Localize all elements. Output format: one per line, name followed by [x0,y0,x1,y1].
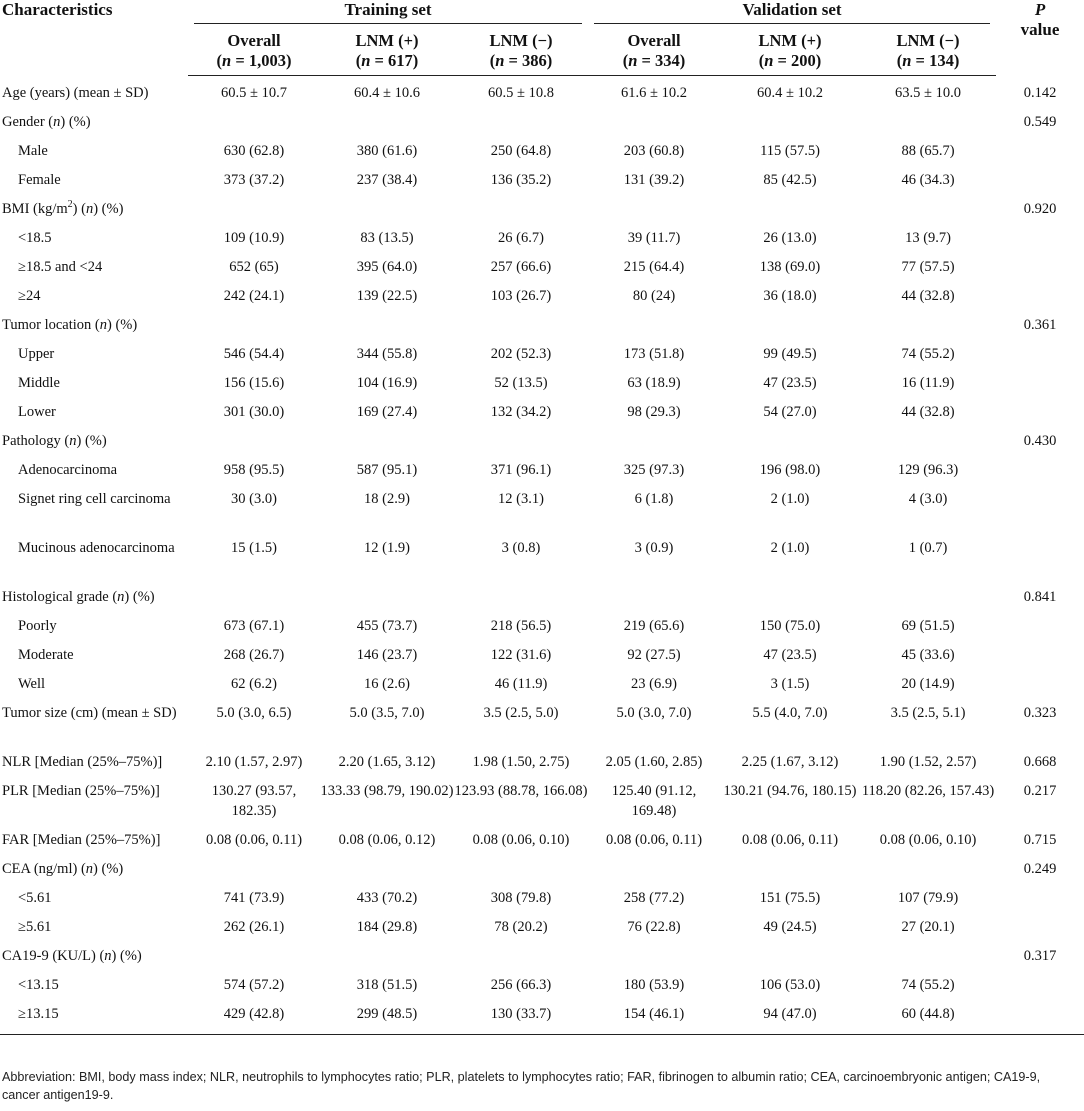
cell-value: 429 (42.8) [188,1004,320,1035]
cell-value: 12 (1.9) [364,540,410,556]
header-p-word: value [1020,20,1060,39]
cell-value: 74 (55.2) [901,346,955,362]
table-row [0,402,1084,431]
cell-value: 98 (29.3) [627,404,681,420]
cell-p-value [996,489,1084,538]
cell-value: 6 (1.8) [634,491,674,507]
cell-value: 3 (0.9) [634,540,674,556]
cell-value: 3 (1.5) [770,676,810,692]
cell-value: 83 (13.5) [360,230,414,246]
row-label: Female [18,172,61,188]
cell-value [454,315,588,344]
cell-value: 122 (31.6) [490,647,552,663]
cell-value: 301 (30.0) [223,404,285,420]
cell-value: 5.0 (3.0, 6.5) [216,705,292,721]
cell-value [860,112,996,141]
table-row [0,1004,1084,1035]
cell-value [588,199,720,228]
cell-value: 13 (9.7) [905,230,951,246]
cell-value [588,431,720,460]
header-subgroup-count: (n = 617) [355,51,419,70]
cell-value [320,199,454,228]
cell-value: 371 (96.1) [490,462,552,478]
cell-value: 1 (0.7) [908,540,948,556]
cell-value [720,112,860,141]
cell-value [588,587,720,616]
cell-p-value: 0.323 [1023,705,1057,721]
cell-value [188,112,320,141]
header-subgroup-count: (n = 334) [622,51,686,70]
cell-value: 1.98 (1.50, 2.75) [472,754,570,770]
cell-value: 74 (55.2) [901,977,955,993]
cell-value [454,859,588,888]
table-row [0,489,1084,538]
cell-value: 433 (70.2) [356,890,418,906]
cell-value: 45 (33.6) [901,647,955,663]
table-row [0,460,1084,489]
cell-value: 258 (77.2) [623,890,685,906]
cell-value: 104 (16.9) [356,375,418,391]
cell-value: 3 (0.8) [501,540,541,556]
cell-value: 92 (27.5) [627,647,681,663]
cell-value: 203 (60.8) [623,143,685,159]
cell-p-value: 0.920 [1023,201,1057,217]
cell-value: 262 (26.1) [223,919,285,935]
cell-value [720,199,860,228]
cell-value: 180 (53.9) [623,977,685,993]
cell-value [188,859,320,888]
cell-value: 52 (13.5) [494,375,548,391]
row-label: Well [18,676,46,692]
cell-value: 60.5 ± 10.7 [221,85,287,101]
cell-value [720,587,860,616]
cell-value: 44 (32.8) [901,404,955,420]
table-row [0,703,1084,752]
cell-value: 380 (61.6) [356,143,418,159]
row-label: Signet ring cell carcinoma [18,491,171,507]
cell-value: 196 (98.0) [759,462,821,478]
table-row [0,645,1084,674]
cell-value: 4 (3.0) [908,491,948,507]
cell-value: 46 (11.9) [494,676,548,692]
header-validation-set-label: Validation set [594,0,990,24]
cell-value: 546 (54.4) [223,346,285,362]
cell-value [860,587,996,616]
cell-value: 299 (48.5) [320,1004,454,1035]
cell-value: 256 (66.3) [490,977,552,993]
cell-value: 5.0 (3.0, 7.0) [616,705,692,721]
table-row [0,257,1084,286]
row-label: <18.5 [18,230,52,246]
cell-value [320,859,454,888]
cell-value [188,315,320,344]
cell-value: 115 (57.5) [760,143,820,159]
cell-value: 44 (32.8) [901,288,955,304]
cell-value: 146 (23.7) [356,647,418,663]
cell-value: 215 (64.4) [623,259,685,275]
cell-p-value [996,141,1084,170]
cell-value: 60 (44.8) [860,1004,996,1035]
cell-value: 12 (3.1) [498,491,544,507]
cell-p-value [996,917,1084,946]
cell-value: 103 (26.7) [490,288,552,304]
cell-value: 173 (51.8) [623,346,685,362]
header-p-value [996,0,1084,76]
cell-value: 3.5 (2.5, 5.0) [483,705,559,721]
header-training-set-label: Training set [194,0,582,24]
row-label: Lower [18,404,56,420]
row-label: Mucinous adenocarcinoma [18,540,175,556]
row-label: ≥24 [18,288,41,304]
cell-value [454,587,588,616]
cell-value [720,859,860,888]
cell-value: 242 (24.1) [223,288,285,304]
row-label: CEA (ng/ml) (n) (%) [2,861,124,877]
cell-value [720,315,860,344]
cell-value: 308 (79.8) [490,890,552,906]
table-row [0,76,1084,113]
cell-value: 49 (24.5) [763,919,817,935]
cell-value: 2 (1.0) [770,491,810,507]
cell-value [320,431,454,460]
cell-value: 20 (14.9) [901,676,955,692]
cell-value [188,946,320,975]
table-row [0,616,1084,645]
cell-value: 587 (95.1) [356,462,418,478]
cell-p-value: 0.430 [1023,433,1057,449]
cell-value [860,431,996,460]
header-p-letter: P [1034,0,1046,19]
cell-value: 15 (1.5) [231,540,277,556]
row-label: Histological grade (n) (%) [2,589,155,605]
cell-value: 156 (15.6) [223,375,285,391]
table-row [0,373,1084,402]
header-subgroup-name: LNM (+) [758,31,822,50]
cell-value: 0.08 (0.06, 0.10) [879,832,977,848]
cell-value [188,431,320,460]
cell-value [454,431,588,460]
cell-value: 0.08 (0.06, 0.12) [338,832,436,848]
header-subgroup [188,26,320,76]
cell-value [860,859,996,888]
cell-value: 26 (13.0) [763,230,817,246]
cell-p-value: 0.668 [1023,754,1057,770]
row-label: BMI $(kg/m^2)$ (n) (%) [2,199,124,217]
cell-value: 26 (6.7) [498,230,544,246]
cell-value: 36 (18.0) [763,288,817,304]
cell-value: 219 (65.6) [623,618,685,634]
cell-value: 60.4 ± 10.2 [757,85,823,101]
cell-value: 18 (2.9) [364,491,410,507]
cell-value [188,587,320,616]
table-row [0,888,1084,917]
cell-p-value [996,373,1084,402]
cell-value: 63 (18.9) [627,375,681,391]
cell-p-value [996,674,1084,703]
cell-value [454,946,588,975]
cell-value: 60.5 ± 10.8 [488,85,554,101]
cell-value [720,946,860,975]
cell-value: 2.10 (1.57, 2.97) [205,754,303,770]
header-subgroup-count: (n = 200) [758,51,822,70]
cell-value: 132 (34.2) [490,404,552,420]
row-label: Male [18,143,48,159]
row-label: NLR [Median (25%–75%)] [2,754,163,770]
cell-value: 5.0 (3.5, 7.0) [349,705,425,721]
row-label: Moderate [18,647,74,663]
cell-value [320,946,454,975]
cell-value: 237 (38.4) [356,172,418,188]
cell-p-value [996,286,1084,315]
cell-value: 106 (53.0) [759,977,821,993]
cell-value: 150 (75.0) [759,618,821,634]
cell-value: 344 (55.8) [356,346,418,362]
cell-value: 39 (11.7) [627,230,681,246]
cell-value: 958 (95.5) [223,462,285,478]
cell-value: 77 (57.5) [901,259,955,275]
cell-value: 395 (64.0) [356,259,418,275]
cell-value: 123.93 (88.78, 166.08) [454,783,588,799]
cell-p-value [996,538,1084,587]
cell-value: 125.40 (91.12, 169.48) [611,783,697,819]
row-label: Tumor location (n) (%) [2,317,138,333]
header-subgroup-name: LNM (−) [896,31,960,50]
cell-p-value [996,344,1084,373]
cell-p-value [996,645,1084,674]
cell-value: 154 (46.1) [588,1004,720,1035]
cell-value: 138 (69.0) [759,259,821,275]
cell-value: 630 (62.8) [223,143,285,159]
table-row [0,141,1084,170]
row-label: ≥18.5 and <24 [18,259,103,275]
cell-value: 54 (27.0) [763,404,817,420]
cell-value: 0.08 (0.06, 0.11) [605,832,703,848]
row-label: <13.15 [18,977,59,993]
cell-value: 268 (26.7) [223,647,285,663]
cell-value: 61.6 ± 10.2 [621,85,687,101]
cell-value: 3.5 (2.5, 5.1) [890,705,966,721]
cell-value: 130.27 (93.57, 182.35) [211,783,297,819]
cell-value: 85 (42.5) [763,172,817,188]
cell-value: 47 (23.5) [763,375,817,391]
table-row [0,228,1084,257]
cell-value: 574 (57.2) [223,977,285,993]
cell-value: 136 (35.2) [490,172,552,188]
row-label: Gender (n) (%) [2,114,91,130]
cell-value: 131 (39.2) [623,172,685,188]
cell-value: 2 (1.0) [770,540,810,556]
table-row [0,286,1084,315]
header-subgroup-count: (n = 134) [896,51,960,70]
cell-value: 47 (23.5) [763,647,817,663]
row-label: Poorly [18,618,57,634]
cell-value: 107 (79.9) [897,890,959,906]
header-subgroup-count: (n = 386) [489,51,553,70]
cell-value: 16 (2.6) [364,676,410,692]
header-subgroup [320,26,454,76]
cell-value: 62 (6.2) [231,676,277,692]
row-label: Middle [18,375,60,391]
cell-value: 0.08 (0.06, 0.10) [472,832,570,848]
row-label: CA19-9 (KU/L) (n) (%) [2,948,142,964]
header-characteristics: Characteristics [2,0,113,19]
table-row [0,587,1084,616]
cell-value: 133.33 (98.79, 190.02) [320,783,454,799]
cell-value: 169 (27.4) [356,404,418,420]
cell-value: 130 (33.7) [454,1004,588,1035]
cell-value: 109 (10.9) [223,230,285,246]
cell-value [588,315,720,344]
cell-value: 30 (3.0) [231,491,277,507]
cell-value: 139 (22.5) [356,288,418,304]
cell-p-value [996,170,1084,199]
cell-value [320,112,454,141]
cell-p-value: 0.841 [1023,589,1057,605]
cell-p-value [996,460,1084,489]
table-row [0,917,1084,946]
cell-value: 60.4 ± 10.6 [354,85,420,101]
cell-p-value: 0.549 [1023,114,1057,130]
row-label: ≥5.61 [18,919,52,935]
cell-value [320,587,454,616]
cell-value [720,431,860,460]
footnote-abbreviations: Abbreviation: BMI, body mass index; NLR, neutrophils to lymphocytes ratio; PLR, platelets to lymphocytes ratio; FAR, fibrinogen to albumin ratio; CEA, carcinoembryonic antigen; CA19-9, cancer antigen19-9. [2,1070,1041,1102]
cell-value: 118.20 (82.26, 157.43) [861,783,995,799]
header-subgroup-count: (n = 1,003) [216,51,292,70]
cell-value [588,112,720,141]
table-row [0,781,1084,830]
cell-p-value: 0.361 [1023,317,1057,333]
header-subgroup [588,26,720,76]
cell-value: 673 (67.1) [223,618,285,634]
cell-value: 27 (20.1) [901,919,955,935]
cell-value [454,112,588,141]
cell-value: 373 (37.2) [223,172,285,188]
cell-p-value [996,257,1084,286]
table-row [0,170,1084,199]
cell-p-value [996,888,1084,917]
cell-value: 130.21 (94.76, 180.15) [723,783,857,799]
header-subgroup-name: LNM (−) [489,31,553,50]
cell-value: 16 (11.9) [901,375,955,391]
cell-value: 250 (64.8) [490,143,552,159]
table-row [0,975,1084,1004]
row-label: Tumor size (cm) (mean ± SD) [2,705,177,721]
table-row [0,752,1084,781]
cell-value: 69 (51.5) [901,618,955,634]
cell-value: 63.5 ± 10.0 [895,85,962,101]
cell-p-value [996,402,1084,431]
cell-value [588,946,720,975]
cell-p-value [996,1004,1084,1035]
row-label: Pathology (n) (%) [2,433,107,449]
cell-value: 741 (73.9) [223,890,285,906]
cell-value: 80 (24) [632,288,676,304]
cell-value: 94 (47.0) [720,1004,860,1035]
cell-value: 23 (6.9) [631,676,677,692]
header-subgroup-name: Overall [227,31,281,50]
header-training-set [188,0,588,26]
header-subgroup [720,26,860,76]
row-label: <5.61 [18,890,52,906]
cell-value [588,859,720,888]
cell-value: 0.08 (0.06, 0.11) [741,832,839,848]
table-row [0,199,1084,228]
cell-value: 99 (49.5) [763,346,817,362]
cell-value: 652 (65) [229,259,279,275]
cell-value: 2.25 (1.67, 3.12) [741,754,839,770]
cell-value: 129 (96.3) [897,462,959,478]
table-row [0,344,1084,373]
cell-value: 88 (65.7) [901,143,955,159]
row-label: FAR [Median (25%–75%)] [2,832,161,848]
cell-p-value: 0.217 [1023,783,1057,799]
cell-value: 0.08 (0.06, 0.11) [205,832,303,848]
cell-value [188,199,320,228]
cell-p-value: 0.715 [1023,832,1057,848]
cell-value: 1.90 (1.52, 2.57) [879,754,977,770]
row-label: Adenocarcinoma [18,462,118,478]
cell-p-value: 0.317 [1023,948,1057,964]
cell-value: 5.5 (4.0, 7.0) [752,705,828,721]
row-label: PLR [Median (25%–75%)] [2,783,160,799]
cell-value [860,946,996,975]
cell-value: 257 (66.6) [490,259,552,275]
cell-p-value [996,975,1084,1004]
cell-value: 2.05 (1.60, 2.85) [605,754,703,770]
header-validation-set [588,0,996,26]
cell-value: 76 (22.8) [627,919,681,935]
cell-value [860,315,996,344]
table-row [0,946,1084,975]
header-subgroup-name: Overall [627,31,681,50]
cell-value [860,199,996,228]
table-row [0,859,1084,888]
cell-value [454,199,588,228]
table-row [0,830,1084,859]
table-row [0,538,1084,587]
cell-value: 325 (97.3) [623,462,685,478]
cell-p-value [996,228,1084,257]
cell-value: 202 (52.3) [490,346,552,362]
cell-value: 455 (73.7) [356,618,418,634]
row-label: Upper [18,346,55,362]
header-subgroup-name: LNM (+) [355,31,419,50]
header-subgroup [860,26,996,76]
table-row [0,112,1084,141]
row-label: ≥13.15 [0,1004,188,1035]
cell-value: 218 (56.5) [490,618,552,634]
cell-value [320,315,454,344]
cell-p-value [996,616,1084,645]
cell-value: 184 (29.8) [356,919,418,935]
cell-value: 318 (51.5) [356,977,418,993]
cell-p-value: 0.142 [1023,84,1057,101]
table-row [0,431,1084,460]
cell-value: 46 (34.3) [901,172,955,188]
cell-value: 78 (20.2) [494,919,548,935]
table-row [0,674,1084,703]
cell-p-value: 0.249 [1023,861,1057,877]
table-row [0,315,1084,344]
cell-value: 151 (75.5) [759,890,821,906]
row-label: Age (years) (mean ± SD) [2,84,149,101]
header-subgroup [454,26,588,76]
cell-value: 2.20 (1.65, 3.12) [338,754,436,770]
